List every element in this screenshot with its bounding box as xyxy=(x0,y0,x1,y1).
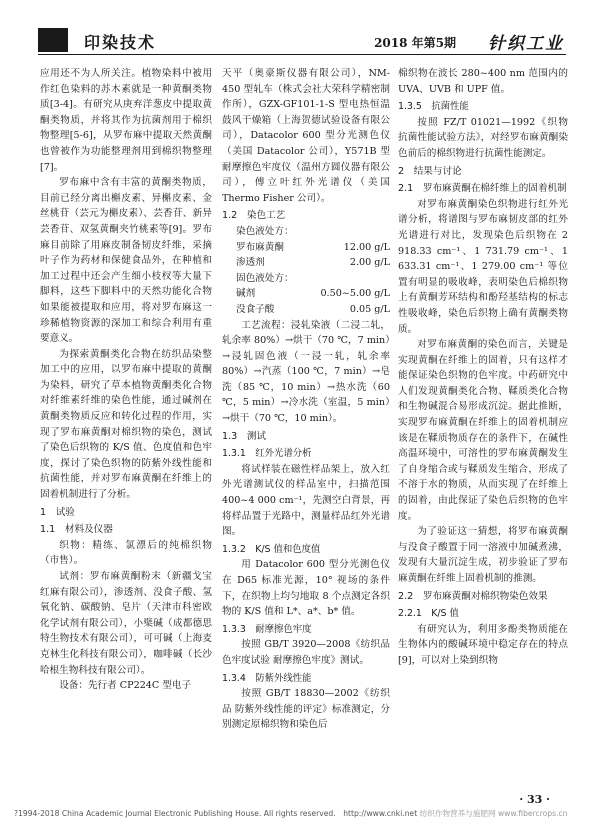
recipe-amount: 12.00 g/L xyxy=(343,241,390,253)
section-heading: 1.3.4 防紫外线性能 xyxy=(222,672,312,684)
paragraph: 罗布麻中含有丰富的黄酮类物质，目前已经分离出槲皮素、异槲皮素、金丝桃苷（芸元为槲皮素）、芸香苷、新异芸香苷、双氢黄酮夹竹桃素等[9]。罗布麻目前除了用麻皮制备韧皮纤维，采摘叶子作为药材和保健食品外，在种植和加工过程中还会产生细小枝杈等大量下脚料，这些下脚料中的天然功能化合物如果能被提取和应用，将对罗布麻这一珍稀植物资源的深加工和综合利用有重要意义。 xyxy=(40,177,212,345)
text-column-3 xyxy=(398,66,568,669)
paragraph: 有研究认为，利用多酚类物质能在生物体内的酸碱环境中稳定存在的特点[9]，可以对上染到织物 xyxy=(398,623,568,666)
section-title: 印染技术 xyxy=(84,33,157,52)
paragraph: 试剂：罗布麻黄酮粉末（新疆戈宝红麻有限公司），渗透剂、没食子酸、氢氧化钠、碳酸钠、皂片（天津市科密欧化学试剂有限公司），小檗碱（成都德思特生物技术有限公司），可可碱（上海麦克林生化科技有限公司），咖啡碱（长沙哈根生物科技有限公司）。 xyxy=(40,571,212,676)
copyright-line: ?1994-2018 China Academic Journal Electronic Publishing House. All rights reserved. http://www.cnki.net xyxy=(14,809,418,818)
paragraph: 设备：先行者 CP224C 型电子 xyxy=(59,680,192,692)
paragraph: 用 Datacolor 600 型分光测色仪在 D65 标准光源，10° 视场的条件下，在织物上均匀地取 8 个点测定各织物的 K/S 值和 L*、a*、b* 值。 xyxy=(222,559,390,618)
header-rule xyxy=(38,54,566,55)
section-heading: 1.3.1 红外光谱分析 xyxy=(222,448,312,460)
paragraph: 按照 FZ/T 01021—1992《织物抗菌性能试验方法》，对经罗布麻黄酮染色前后的棉织物进行抗菌性能测定。 xyxy=(398,116,568,159)
section-heading: 1.3.3 耐摩擦色牢度 xyxy=(222,623,312,635)
paragraph: 棉织物在波长 280~400 nm 范围内的 UVA、UVB 和 UPF 值。 xyxy=(398,68,568,95)
recipe-table xyxy=(222,224,390,318)
recipe-item: 渗透剂 xyxy=(236,257,265,269)
recipe-item: 染色液处方： xyxy=(236,225,294,237)
recipe-item: 碱剂 xyxy=(236,288,256,300)
section-heading: 1 试验 xyxy=(40,506,75,518)
paragraph: 按照 GB/T 18830—2002《纺织品 防紫外线性能的评定》标准测定，分别测定原棉织物和染色后 xyxy=(222,688,390,731)
paragraph: 为了验证这一猜想，将罗布麻黄酮与没食子酸置于同一溶液中加碱煮沸，发现有大量沉淀生成，初步验证了罗布麻黄酮在纤维上固着机制的推测。 xyxy=(398,526,568,584)
section-heading: 2.2 罗布麻黄酮对棉织物染色效果 xyxy=(398,590,548,602)
section-heading: 1.1 材料及仪器 xyxy=(40,524,113,536)
paragraph: 织物：精练、氯漂后的纯棉织物（市售）。 xyxy=(40,539,212,567)
recipe-item: 没食子酸 xyxy=(236,303,275,315)
recipe-amount: 0.05 g/L xyxy=(349,303,390,315)
section-heading: 2.1 罗布麻黄酮在棉纤维上的固着机制 xyxy=(398,183,567,195)
section-heading: 1.3.2 K/S 值和色度值 xyxy=(222,543,321,555)
section-heading: 2 结果与讨论 xyxy=(398,165,462,177)
recipe-amount xyxy=(320,224,390,240)
page-header xyxy=(0,0,604,58)
page-number: · 33 · xyxy=(519,793,550,806)
text-column-2 xyxy=(222,66,390,733)
paragraph: 应用还不为人所关注。植物染料中被用作红色染料的苏木素就是一种黄酮类物质[3-4]。有研究从庚弃洋葱皮中提取黄酮类物质，并将其作为抗菌剂用于棉织物整理[5-6]，从罗布麻中提取天然黄酮也曾被作为功能整理剂用到棉织物整理[7]。 xyxy=(40,68,212,173)
issue-label: 2018 年第5期 xyxy=(374,36,456,50)
paragraph: 天平（奥豪斯仪器有限公司），NM-450 型轧车（株式会社大荣科学精密制作所），GZX-GF101-1-S 型电热恒温鼓风干燥箱（上海贺德试验设备有限公司），Datacolor 600 型分光测色仪（美国 Datacolor 公司），Y571B 型耐摩擦色牢度仪（温州方圆仪器有限公司），傅立叶红外光谱仪（美国 Thermo Fisher 公司）。 xyxy=(222,68,390,204)
paragraph: 为探索黄酮类化合物在纺织品染整加工中的应用，以罗布麻中提取的黄酮为染料，研究了草本植物黄酮类化合物对纤维素纤维的染色性能，通过碱剂在黄酮类物质反应和转化过程的作用，实现了罗布麻黄酮对棉织物的染色，测试了染色后织物的 K/S 值、色度值和色牢度，探讨了染色织物的防紫外线性能和抗菌性能，并对罗布麻黄酮在纤维上的固着机制进行了分析。 xyxy=(40,348,212,501)
paragraph: 工艺流程：浸轧染液（二浸二轧，轧余率 80%）→烘干（70 ℃，7 min）→浸轧固色液（一浸一轧，轧余率 80%）→汽蒸（100 ℃，7 min）→皂洗（85 ℃，10 min）→热水洗（60 ℃，5 min）→冷水洗（室温，5 min）→烘干（70 ℃，10 min）。 xyxy=(222,319,390,425)
header-block-decoration xyxy=(38,28,68,52)
recipe-amount: 2.00 g/L xyxy=(349,257,390,269)
section-heading: 1.3 测试 xyxy=(222,430,267,442)
text-column-1 xyxy=(40,66,212,694)
journal-name: 针织工业 xyxy=(488,34,564,54)
paragraph: 对罗布麻黄酮的染色而言，关键是实现黄酮在纤维上的固着，只有这样才能保证染色织物的色牢度。中药研究中人们发现黄酮类化合物、鞣质类化合物和生物碱混合易形成沉淀。据此推断，实现罗布麻黄酮在纤维上的固着机制应该是在鞣质物质存在的条件下，在碱性高温环境中，可溶性的罗布麻黄酮发生了自身缩合或与鞣质发生缩合，形成了不溶于水的物质，从而实现了在纤维上的固着，由此保证了染色后织物的色牢度。 xyxy=(398,339,568,522)
section-heading: 2.2.1 K/S 值 xyxy=(398,608,459,620)
section-heading: 1.3.5 抗菌性能 xyxy=(398,101,469,113)
watermark-text: 纺织作物营养与施肥网 www.fibercrops.cn xyxy=(419,809,568,818)
recipe-amount: 0.50~5.00 g/L xyxy=(320,288,390,300)
page-footer xyxy=(14,808,594,819)
paragraph: 对罗布麻黄酮染色织物进行红外光谱分析，将谱图与罗布麻韧皮部的红外光谱进行对比，发现染色后织物在 2 918.33 cm⁻¹、1 731.79 cm⁻¹、1 633.31 cm⁻¹、1 279.00 cm⁻¹ 等位置有明显的吸收峰，表明染色后棉织物上有黄酮芳环结构和酚羟基结构的标志性吸收峰，染色后织物上确有黄酮类物质。 xyxy=(398,198,568,335)
paragraph: 将试样装在磁性样品架上，放入红外光谱测试仪的样品室中，扫描范围 400~4 000 cm⁻¹，先测空白背景，再将样品置于光路中，测量样品红外光谱图。 xyxy=(222,463,390,538)
recipe-item: 固色液处方： xyxy=(236,272,294,284)
recipe-item: 罗布麻黄酮 xyxy=(236,241,284,253)
section-heading: 1.2 染色工艺 xyxy=(222,210,286,222)
paragraph: 按照 GB/T 3920—2008《纺织品 色牢度试验 耐摩擦色牢度》测试。 xyxy=(222,639,390,666)
recipe-amount xyxy=(320,271,390,287)
